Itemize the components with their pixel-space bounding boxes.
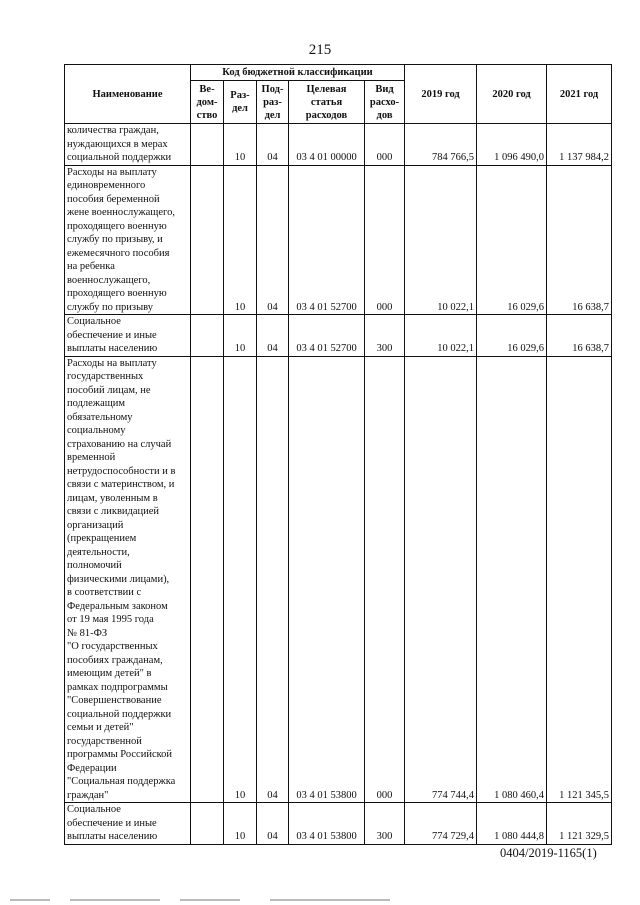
row-podrazdel: 04	[257, 165, 289, 315]
row-2021: 16 638,7	[547, 315, 612, 357]
header-classification-code: Код бюджетной классификации	[191, 65, 405, 81]
row-razdel: 10	[224, 315, 257, 357]
row-target: 03 4 01 52700	[289, 315, 365, 357]
row-name: Расходы на выплату государственных пособий лицам, не подлежащим обязательному социальному страхованию на случай временной нетрудоспособности и в связи с материнством, и лицам, уволенным в связи с ликвидацией организаций (прекращением деятельности, полномочий физическими лицами), в соответствии с Федеральным законом от 19 мая 1995 года № 81-ФЗ "О государственных пособиях гражданам, имеющим детей" в рамках подпрограммы "Совершенствование социальной поддержки семьи и детей" государственной программы Российской Федерации "Социальная поддержка граждан"	[65, 356, 191, 803]
header-razdel: Раз- дел	[224, 81, 257, 124]
header-2019: 2019 год	[405, 65, 477, 124]
row-vid: 000	[365, 356, 405, 803]
row-2020: 16 029,6	[477, 165, 547, 315]
row-2021: 1 121 329,5	[547, 803, 612, 845]
row-razdel: 10	[224, 124, 257, 166]
row-2021: 16 638,7	[547, 165, 612, 315]
header-2021: 2021 год	[547, 65, 612, 124]
row-ved	[191, 124, 224, 166]
table-row	[65, 165, 612, 315]
row-ved	[191, 803, 224, 845]
budget-table	[64, 64, 612, 845]
row-razdel: 10	[224, 356, 257, 803]
row-podrazdel: 04	[257, 124, 289, 166]
header-ved: Ве- дом- ство	[191, 81, 224, 124]
row-name: Расходы на выплату единовременного пособия беременной жене военнослужащего, проходящего военную службу по призыву, и ежемесячного пособия на ребенка военнослужащего, проходящего военную службу по призыву	[65, 165, 191, 315]
header-vid: Вид расхо- дов	[365, 81, 405, 124]
row-razdel: 10	[224, 165, 257, 315]
row-vid: 300	[365, 803, 405, 845]
row-2019: 774 729,4	[405, 803, 477, 845]
row-2019: 774 744,4	[405, 356, 477, 803]
row-2020: 1 096 490,0	[477, 124, 547, 166]
row-name: Социальное обеспечение и иные выплаты населению	[65, 315, 191, 357]
row-vid: 000	[365, 165, 405, 315]
row-target: 03 4 01 00000	[289, 124, 365, 166]
row-vid: 300	[365, 315, 405, 357]
header-podrazdel: Под- раз- дел	[257, 81, 289, 124]
row-ved	[191, 315, 224, 357]
row-2019: 10 022,1	[405, 165, 477, 315]
row-razdel: 10	[224, 803, 257, 845]
row-name: количества граждан, нуждающихся в мерах социальной поддержки	[65, 124, 191, 166]
header-name: Наименование	[65, 65, 191, 124]
table-row	[65, 803, 612, 845]
row-podrazdel: 04	[257, 356, 289, 803]
row-2020: 1 080 460,4	[477, 356, 547, 803]
row-vid: 000	[365, 124, 405, 166]
row-2020: 16 029,6	[477, 315, 547, 357]
row-2019: 10 022,1	[405, 315, 477, 357]
header-target: Целевая статья расходов	[289, 81, 365, 124]
row-name: Социальное обеспечение и иные выплаты населению	[65, 803, 191, 845]
row-2021: 1 137 984,2	[547, 124, 612, 166]
page-number: 215	[308, 42, 332, 58]
row-podrazdel: 04	[257, 315, 289, 357]
row-target: 03 4 01 53800	[289, 356, 365, 803]
table-row	[65, 315, 612, 357]
row-podrazdel: 04	[257, 803, 289, 845]
row-2021: 1 121 345,5	[547, 356, 612, 803]
scan-edge-artifact	[0, 896, 640, 905]
row-ved	[191, 165, 224, 315]
row-2020: 1 080 444,8	[477, 803, 547, 845]
header-2020: 2020 год	[477, 65, 547, 124]
row-target: 03 4 01 52700	[289, 165, 365, 315]
table-row	[65, 356, 612, 803]
document-code: 0404/2019-1165(1)	[500, 846, 597, 860]
table-row	[65, 124, 612, 166]
row-target: 03 4 01 53800	[289, 803, 365, 845]
row-ved	[191, 356, 224, 803]
row-2019: 784 766,5	[405, 124, 477, 166]
